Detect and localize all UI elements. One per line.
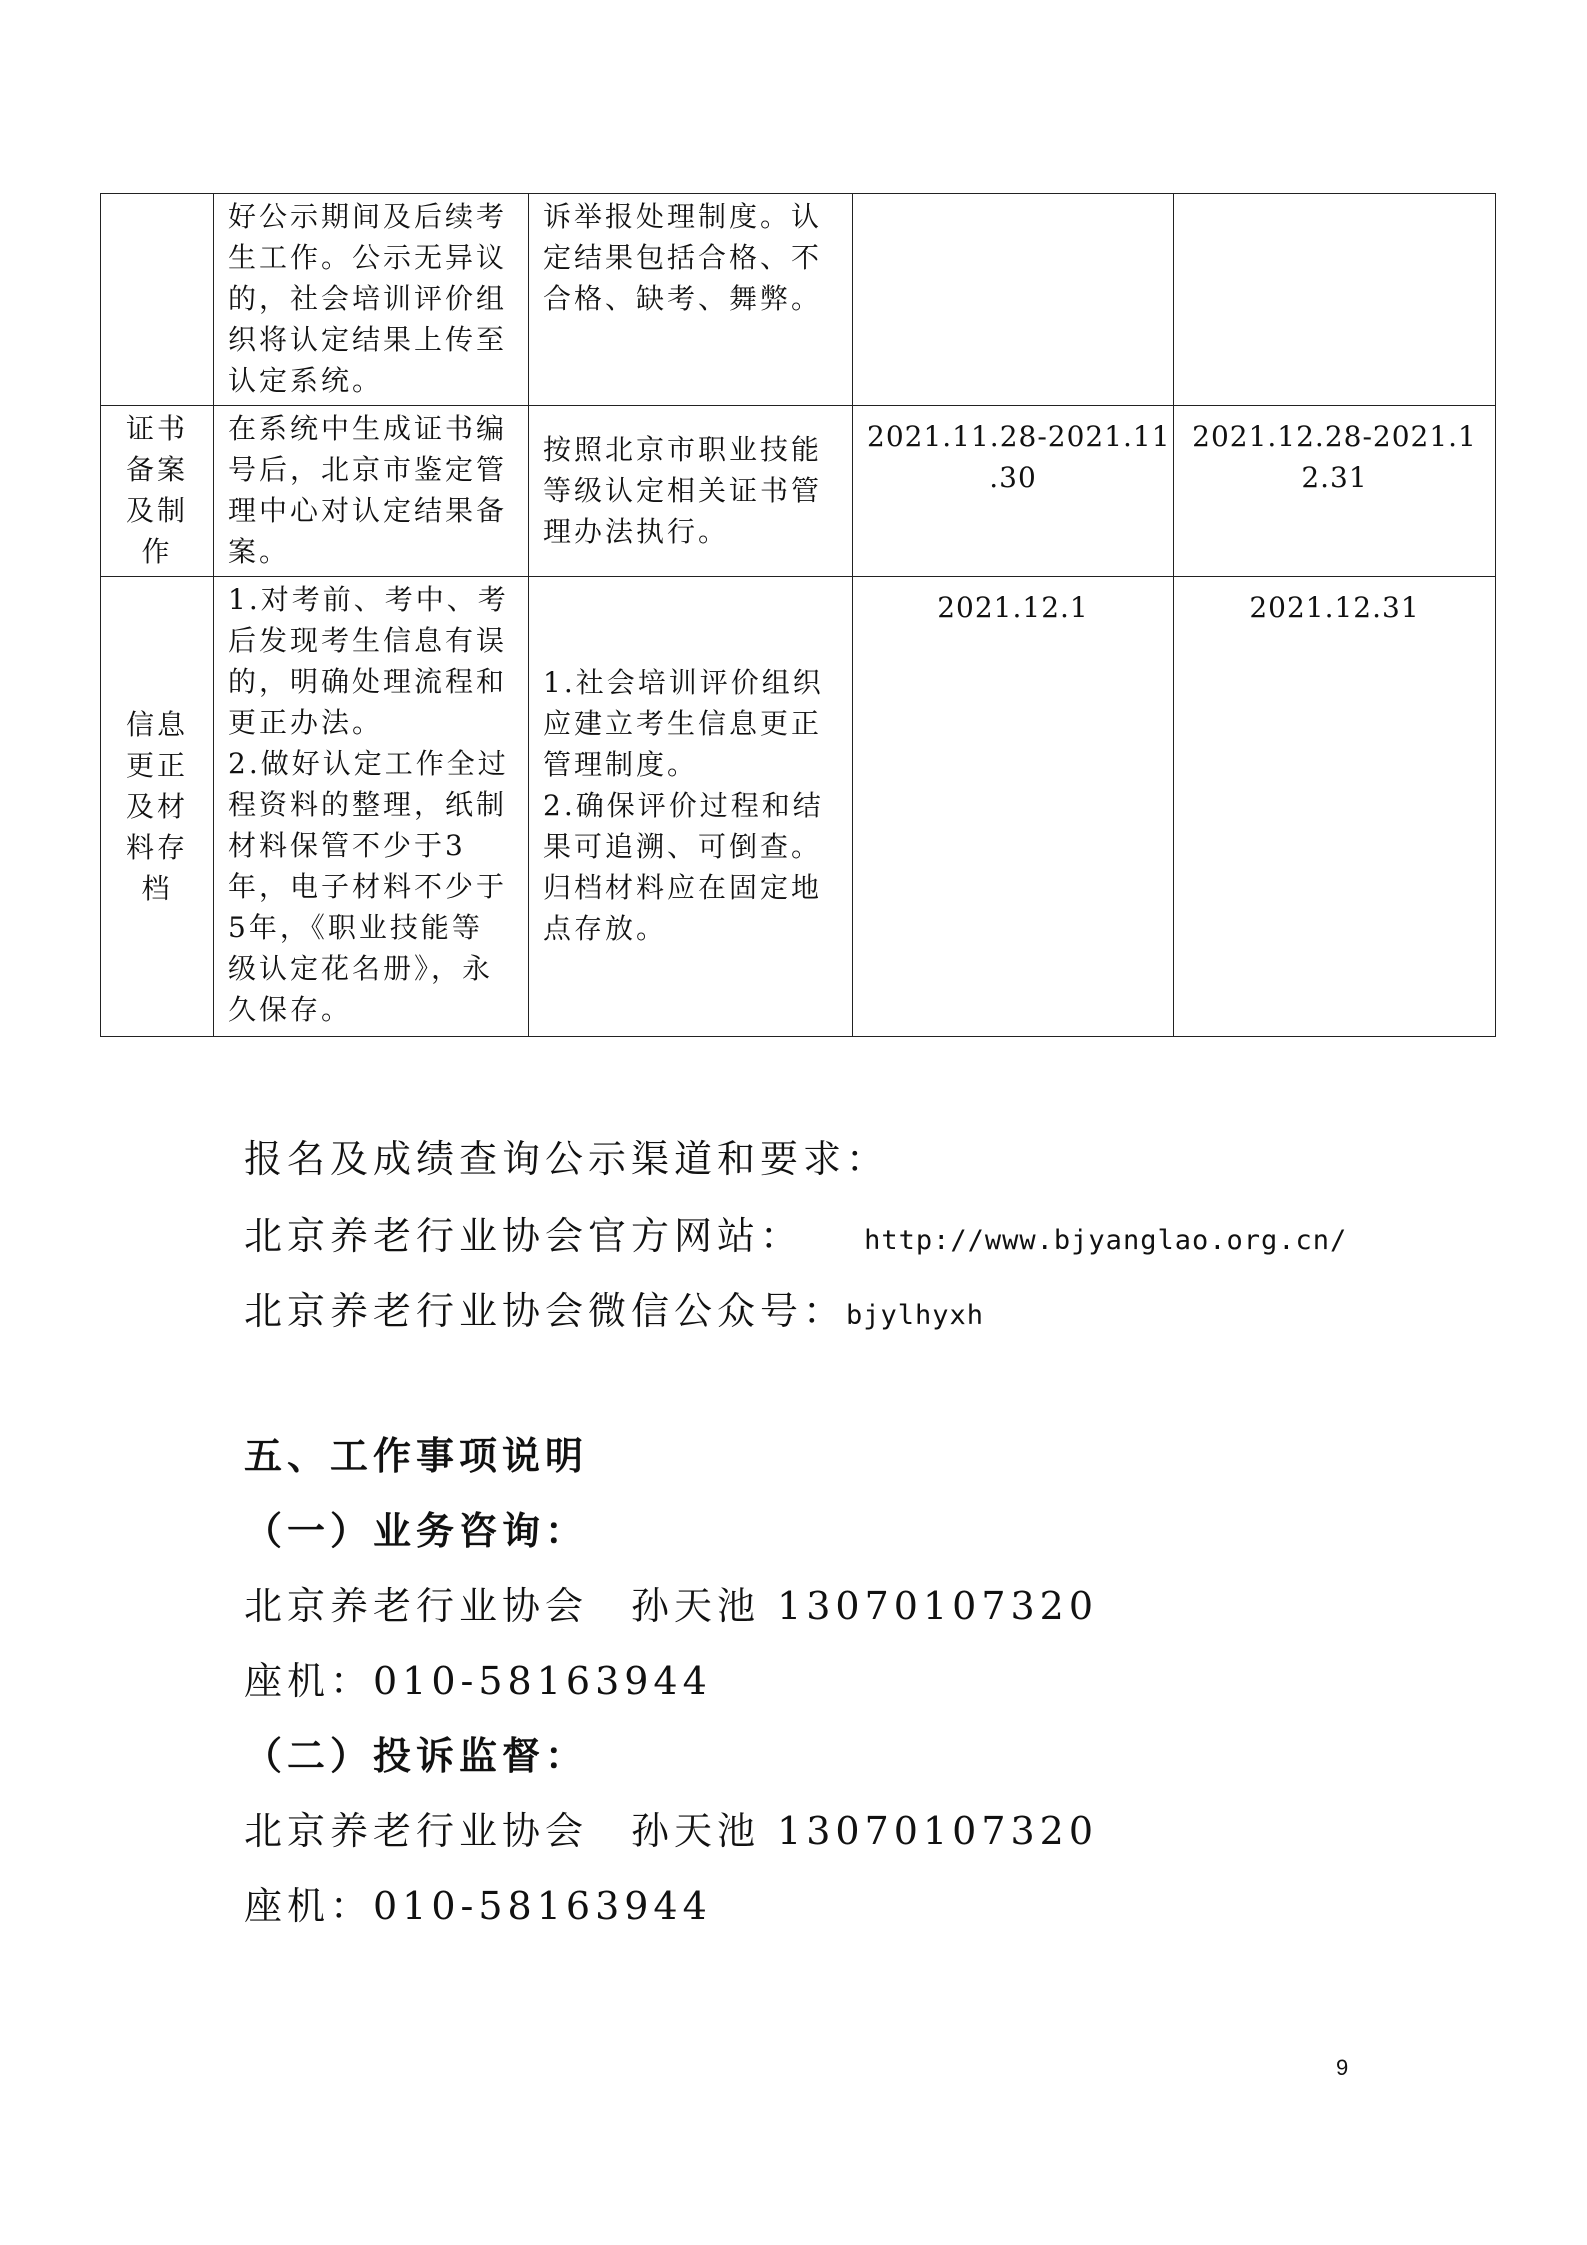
- text-line: 的，社会培训评价组: [228, 282, 508, 315]
- consult-contact: 北京养老行业协会 孙天池 13070107320: [244, 1584, 1099, 1628]
- stage-cell: [101, 577, 214, 1037]
- text-line: 5年，《职业技能等: [228, 911, 483, 944]
- text-line: 后发现考生信息有误: [228, 624, 508, 657]
- text-line: 认定系统。: [228, 364, 384, 397]
- text-line: 程资料的整理，纸制: [228, 788, 508, 821]
- table-row: [101, 406, 1496, 577]
- text-line: 按照北京市职业技能: [543, 432, 823, 466]
- start-time-cell: 2021.12.1: [853, 577, 1174, 1037]
- stage-cell: [101, 194, 214, 406]
- text-line: 年，电子材料不少于: [228, 870, 508, 903]
- table-row: [101, 194, 1496, 406]
- complaint-landline: 座机：010-58163944: [244, 1884, 712, 1928]
- text-line: .30: [989, 461, 1037, 494]
- requirement-cell: [529, 406, 853, 577]
- text-line: 等级认定相关证书管: [543, 473, 823, 507]
- wechat-id: bjylhyxh: [846, 1300, 985, 1331]
- text-line: 诉举报处理制度。认: [543, 200, 823, 233]
- text-line: 及材: [125, 790, 188, 823]
- complaint-heading: （二）投诉监督：: [244, 1733, 589, 1778]
- requirement-cell: [529, 194, 853, 406]
- text-line: 信息: [125, 708, 188, 741]
- text-line: 理办法执行。: [543, 514, 730, 548]
- text-line: 归档材料应在固定地: [543, 871, 823, 904]
- text-line: 更正: [125, 749, 188, 782]
- text-line: 号后，北京市鉴定管: [228, 453, 508, 486]
- text-line: 档: [141, 872, 173, 905]
- website-line: [244, 1205, 1347, 1260]
- section-title: 五、工作事项说明: [244, 1433, 589, 1478]
- text-line: 定结果包括合格、不: [543, 241, 823, 274]
- text-line: 1.对考前、考中、考: [228, 583, 509, 616]
- end-time-cell: [1174, 406, 1496, 577]
- text-line: 点存放。: [543, 912, 668, 945]
- content-cell: [214, 194, 529, 406]
- text-line: 案。: [228, 535, 291, 568]
- channels-heading: 报名及成绩查询公示渠道和要求：: [244, 1137, 890, 1181]
- text-line: 更正办法。: [228, 706, 384, 739]
- text-line: 的，明确处理流程和: [228, 665, 508, 698]
- text-line: 理中心对认定结果备: [228, 494, 508, 527]
- complaint-contact: 北京养老行业协会 孙天池 13070107320: [244, 1809, 1099, 1853]
- stage-cell: [101, 406, 214, 577]
- text-line: 久保存。: [228, 993, 353, 1026]
- schedule-table: [100, 193, 1496, 1037]
- text-line: 合格、缺考、舞弊。: [543, 282, 823, 315]
- text-line: 证书: [125, 412, 188, 445]
- consult-landline: 座机：010-58163944: [244, 1659, 712, 1703]
- text-line: 1.社会培训评价组织: [543, 666, 824, 699]
- text-line: 2021.11.28-2021.11: [867, 420, 1171, 453]
- text-line: 料存: [125, 831, 188, 864]
- start-time-cell: [853, 194, 1174, 406]
- text-line: 果可追溯、可倒查。: [543, 830, 823, 863]
- content-cell: [214, 577, 529, 1037]
- end-time-cell: 2021.12.31: [1174, 577, 1496, 1037]
- text-line: 管理制度。: [543, 748, 699, 781]
- text-line: 在系统中生成证书编: [228, 412, 508, 445]
- text-line: 2.做好认定工作全过: [228, 747, 509, 780]
- text-line: 作: [141, 535, 173, 568]
- requirement-cell: [529, 577, 853, 1037]
- text-line: 生工作。公示无异议: [228, 241, 508, 274]
- text-line: 织将认定结果上传至: [228, 323, 508, 356]
- text-line: 材料保管不少于3: [228, 829, 466, 862]
- text-line: 2.确保评价过程和结: [543, 789, 824, 822]
- text-line: 2.31: [1301, 461, 1368, 494]
- wechat-line: [244, 1280, 984, 1335]
- website-label: 北京养老行业协会官方网站：: [244, 1214, 804, 1258]
- text-line: 好公示期间及后续考: [228, 200, 508, 233]
- text-line: 备案: [125, 453, 188, 486]
- text-line: 及制: [125, 494, 188, 527]
- content-cell: [214, 406, 529, 577]
- text-line: 级认定花名册》，永: [228, 952, 494, 985]
- wechat-label: 北京养老行业协会微信公众号：: [244, 1289, 847, 1333]
- website-url[interactable]: http://www.bjyanglao.org.cn/: [864, 1225, 1348, 1256]
- page-number: 9: [1336, 2055, 1349, 2080]
- table-row: [101, 577, 1496, 1037]
- start-time-cell: [853, 406, 1174, 577]
- text-line: 应建立考生信息更正: [543, 707, 823, 740]
- end-time-cell: [1174, 194, 1496, 406]
- text-line: 2021.12.28-2021.1: [1192, 420, 1477, 453]
- consult-heading: （一）业务咨询：: [244, 1508, 589, 1553]
